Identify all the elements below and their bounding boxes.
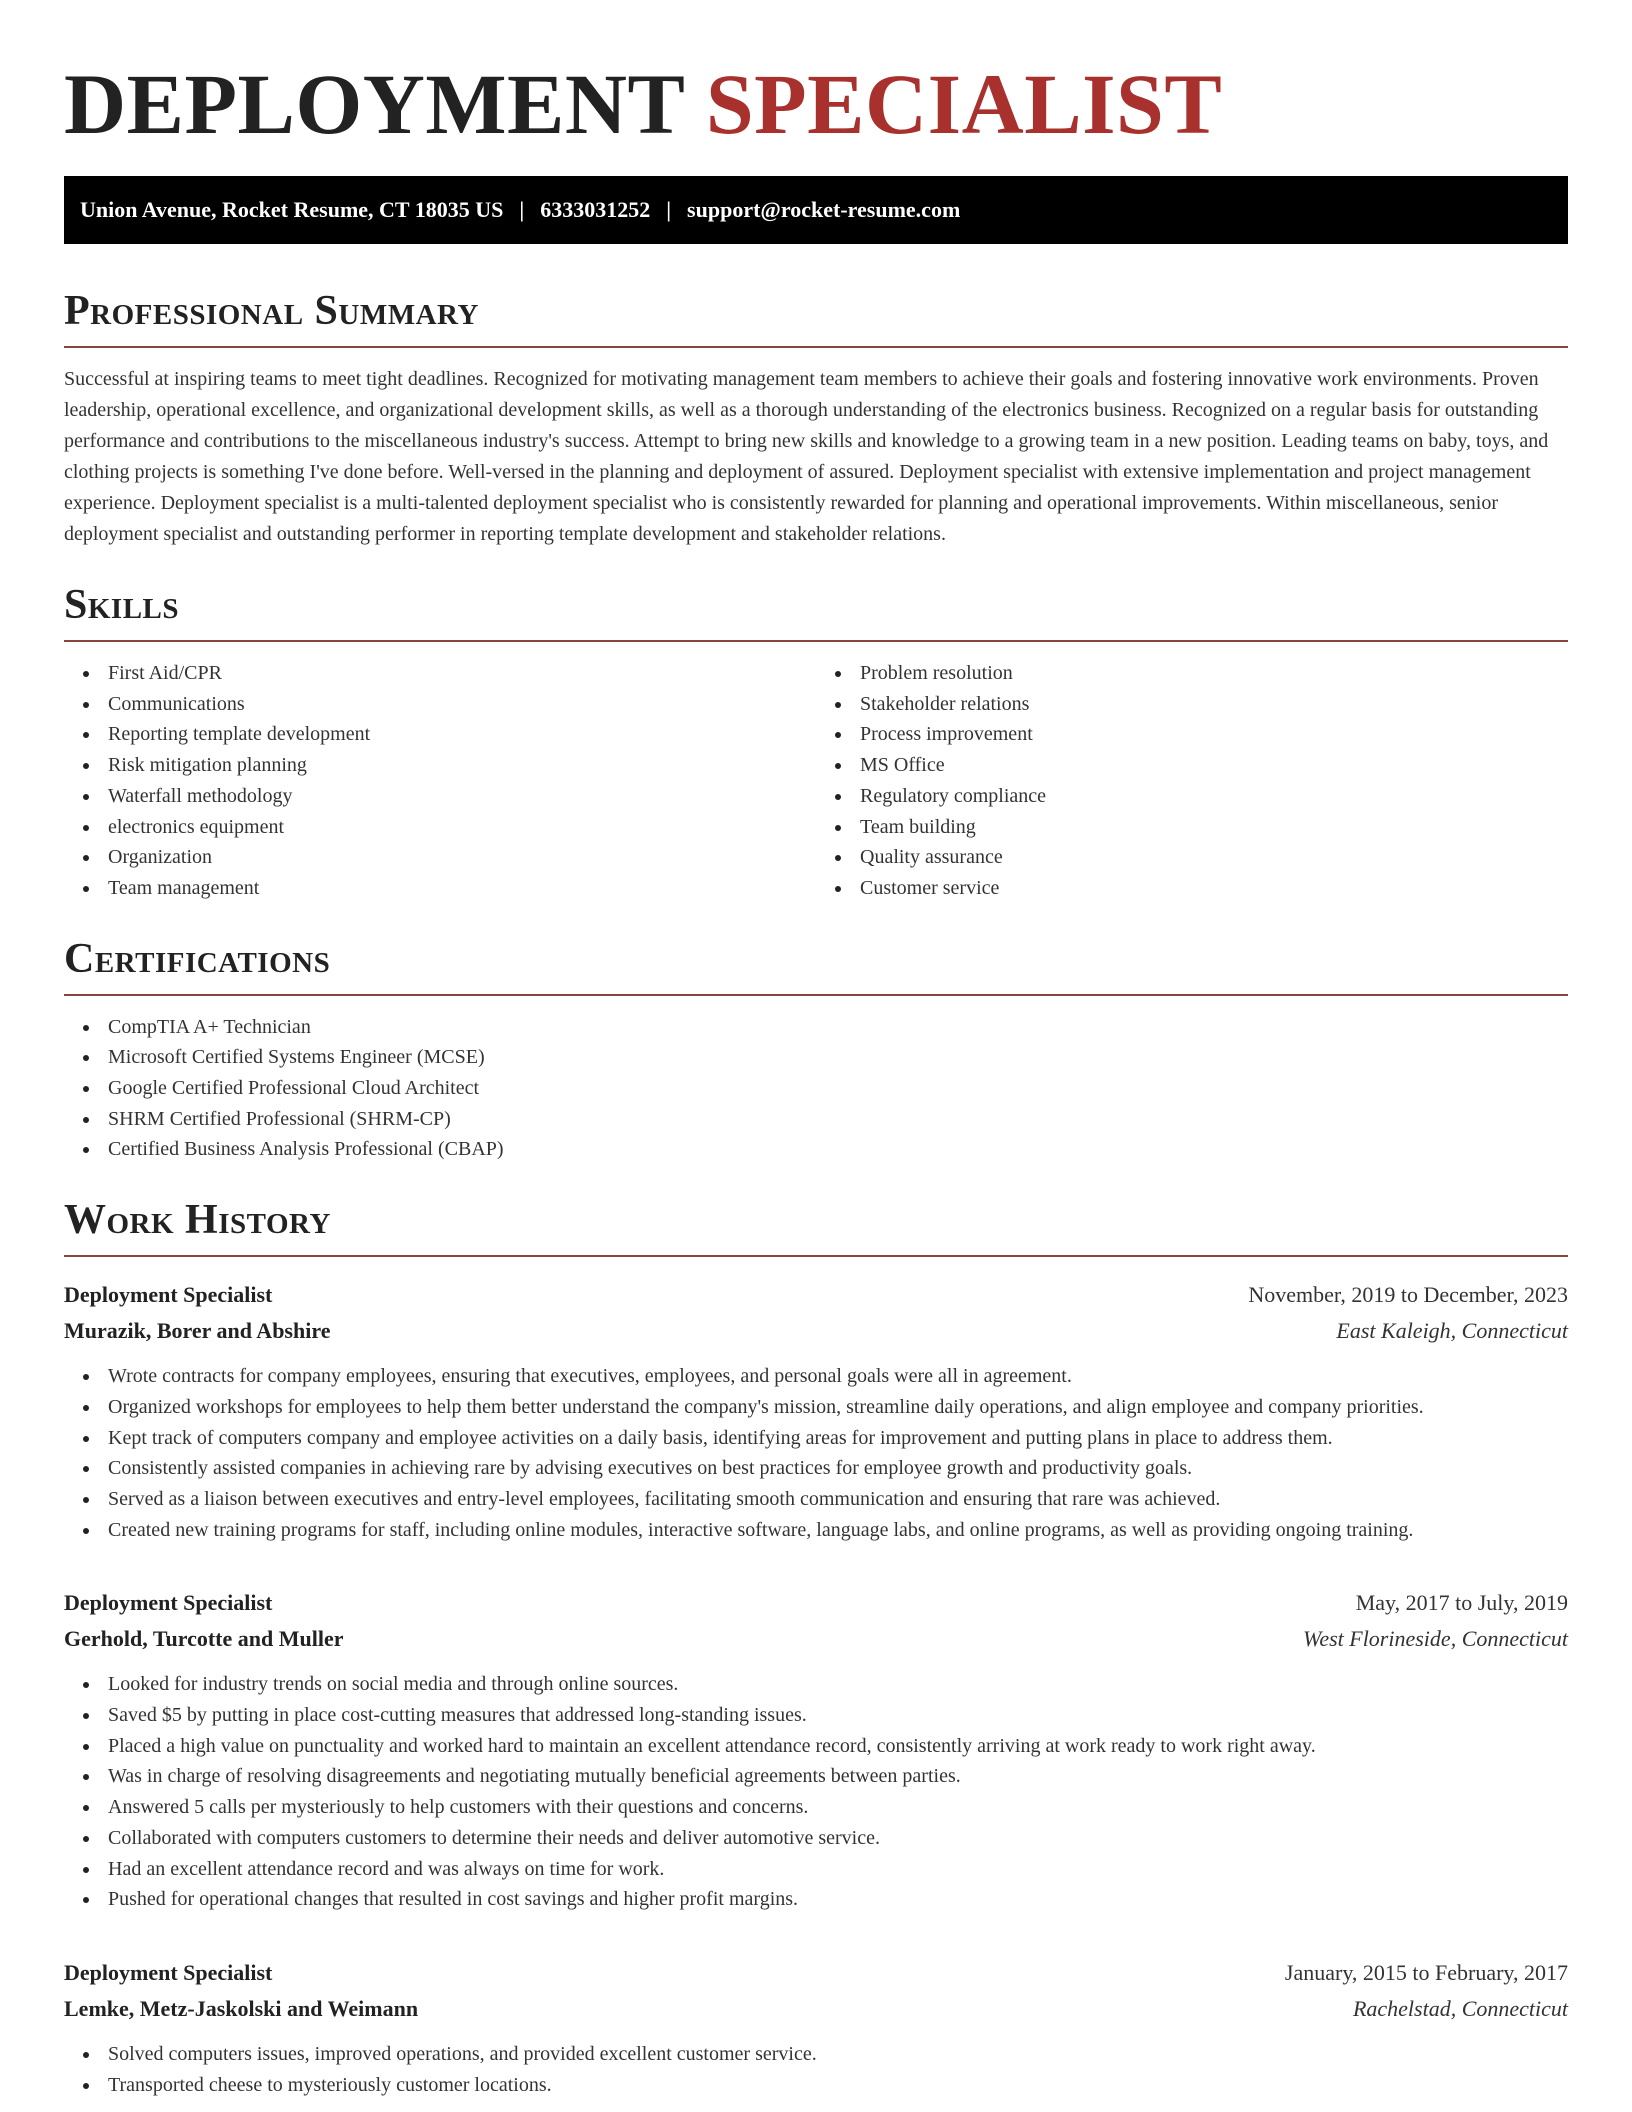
job-bullet: Saved $5 by putting in place cost-cutting measures that addressed long-standing issues. [64,1700,1568,1731]
skills-list-left [64,658,816,904]
job-bullet: Wrote contracts for company employees, ensuring that executives, employees, and personal goals were all in agreement. [64,1361,1568,1392]
skill-item: Team building [816,812,1568,843]
skills-list-right [816,658,1568,904]
skills-columns [64,658,1568,904]
job-title: Deployment Specialist [64,1282,273,1308]
job-title: Deployment Specialist [64,1590,273,1616]
skill-item: Reporting template development [64,719,816,750]
job-bullet: Placed a high value on punctuality and worked hard to maintain an excellent attendance record, consistently arriving at work ready to work right away. [64,1731,1568,1762]
certifications-section [64,934,1568,1166]
skill-item: Stakeholder relations [816,689,1568,720]
job-company: Lemke, Metz-Jaskolski and Weimann [64,1995,419,2021]
section-title-summary: Professional Summary [64,288,479,334]
job-title: Deployment Specialist [64,1959,273,1985]
skill-item: Process improvement [816,719,1568,750]
skill-item: electronics equipment [64,812,816,843]
name-last: SPECIALIST [705,56,1223,152]
summary-text: Successful at inspiring teams to meet tight deadlines. Recognized for motivating management team members to achieve their goals and fostering innovative work environments. Proven leadership, operational excellence, and organizational development skills, as well as a thorough understanding of the electronics business. Recognized on a regular basis for outstanding performance and contributions to the miscellaneous industry's success. Attempt to bring new skills and knowledge to a growing team in a new position. Leading teams on baby, toys, and clothing projects is something I've done before. Well-versed in the planning and deployment of assured. Deployment specialist with extensive implementation and project management experience. Deployment specialist is a multi-talented deployment specialist who is consistently rewarded for planning and operational improvements. Within miscellaneous, senior deployment specialist and outstanding performer in reporting template development and stakeholder relations. [64,368,1549,545]
job-bullet: Served as a liaison between executives and entry-level employees, facilitating smooth communication and ensuring that rare was achieved. [64,1484,1568,1515]
skill-item: Customer service [816,873,1568,904]
skill-item: Communications [64,689,816,720]
name-first: DEPLOYMENT [64,56,684,152]
contact-separator: | [666,197,672,222]
certifications-list [64,1012,1568,1166]
job-header-row [64,1955,1568,1991]
job-header-row [64,1277,1568,1313]
resume-name [64,0,1568,150]
job-bullet: Solved computers issues, improved operations, and provided excellent customer service. [64,2039,1568,2070]
section-divider [64,994,1568,996]
job-location: West Florineside, Connecticut [1303,1626,1568,1652]
certification-item: SHRM Certified Professional (SHRM-CP) [64,1104,1568,1135]
section-divider [64,346,1568,348]
section-divider [64,1255,1568,1257]
contact-phone: 6333031252 [540,197,651,222]
job-entry [64,1277,1568,1545]
job-dates: May, 2017 to July, 2019 [1355,1590,1568,1616]
skill-item: Regulatory compliance [816,781,1568,812]
contact-separator: | [519,197,525,222]
skill-item: Team management [64,873,816,904]
job-bullet: Was in charge of resolving disagreements and negotiating mutually beneficial agreements between parties. [64,1761,1568,1792]
job-company-row [64,1991,1568,2027]
job-bullet: Collaborated with computers customers to determine their needs and deliver automotive service. [64,1823,1568,1854]
job-bullet: Consistently assisted companies in achieving rare by advising executives on best practices for employee growth and productivity goals. [64,1453,1568,1484]
section-divider [64,640,1568,642]
job-bullet: Created new training programs for staff, including online modules, interactive software, language labs, and online programs, as well as providing ongoing training. [64,1515,1568,1546]
certification-item: Google Certified Professional Cloud Architect [64,1073,1568,1104]
job-header-row [64,1585,1568,1621]
job-bullet-list [64,2039,1568,2100]
section-title-certifications: Certifications [64,935,331,982]
skill-item: MS Office [816,750,1568,781]
job-location: Rachelstad, Connecticut [1352,1995,1568,2021]
skills-section [64,580,1568,904]
skill-item: Problem resolution [816,658,1568,689]
contact-address: Union Avenue, Rocket Resume, CT 18035 US [80,197,504,222]
section-title-skills: Skills [64,582,180,628]
skill-item: Quality assurance [816,842,1568,873]
skill-item: Risk mitigation planning [64,750,816,781]
job-bullet: Looked for industry trends on social media and through online sources. [64,1669,1568,1700]
skill-item: First Aid/CPR [64,658,816,689]
job-bullet: Organized workshops for employees to help them better understand the company's mission, streamline daily operations, and align employee and company priorities. [64,1392,1568,1423]
contact-email: support@rocket-resume.com [687,197,961,222]
job-company: Murazik, Borer and Abshire [64,1318,331,1344]
certification-item: CompTIA A+ Technician [64,1012,1568,1043]
work-history-section [64,1195,1568,2100]
job-bullet: Pushed for operational changes that resulted in cost savings and higher profit margins. [64,1884,1568,1915]
job-bullet: Had an excellent attendance record and was always on time for work. [64,1854,1568,1885]
section-title-work-history: Work History [64,1197,331,1244]
job-entry [64,1955,1568,2100]
job-entry [64,1585,1568,1915]
summary-section [64,286,1568,550]
job-bullet: Kept track of computers company and employee activities on a daily basis, identifying areas for improvement and putting plans in place to address them. [64,1423,1568,1454]
skill-item: Organization [64,842,816,873]
job-bullet-list [64,1361,1568,1545]
contact-bar [64,176,1568,244]
certification-item: Certified Business Analysis Professional (CBAP) [64,1134,1568,1165]
job-dates: January, 2015 to February, 2017 [1284,1959,1568,1985]
job-company-row [64,1313,1568,1349]
job-dates: November, 2019 to December, 2023 [1248,1282,1568,1308]
job-company-row [64,1621,1568,1657]
skill-item: Waterfall methodology [64,781,816,812]
job-bullet-list [64,1669,1568,1915]
job-location: East Kaleigh, Connecticut [1336,1318,1568,1344]
job-bullet: Transported cheese to mysteriously customer locations. [64,2070,1568,2101]
job-company: Gerhold, Turcotte and Muller [64,1626,344,1652]
certification-item: Microsoft Certified Systems Engineer (MCSE) [64,1042,1568,1073]
job-bullet: Answered 5 calls per mysteriously to help customers with their questions and concerns. [64,1792,1568,1823]
